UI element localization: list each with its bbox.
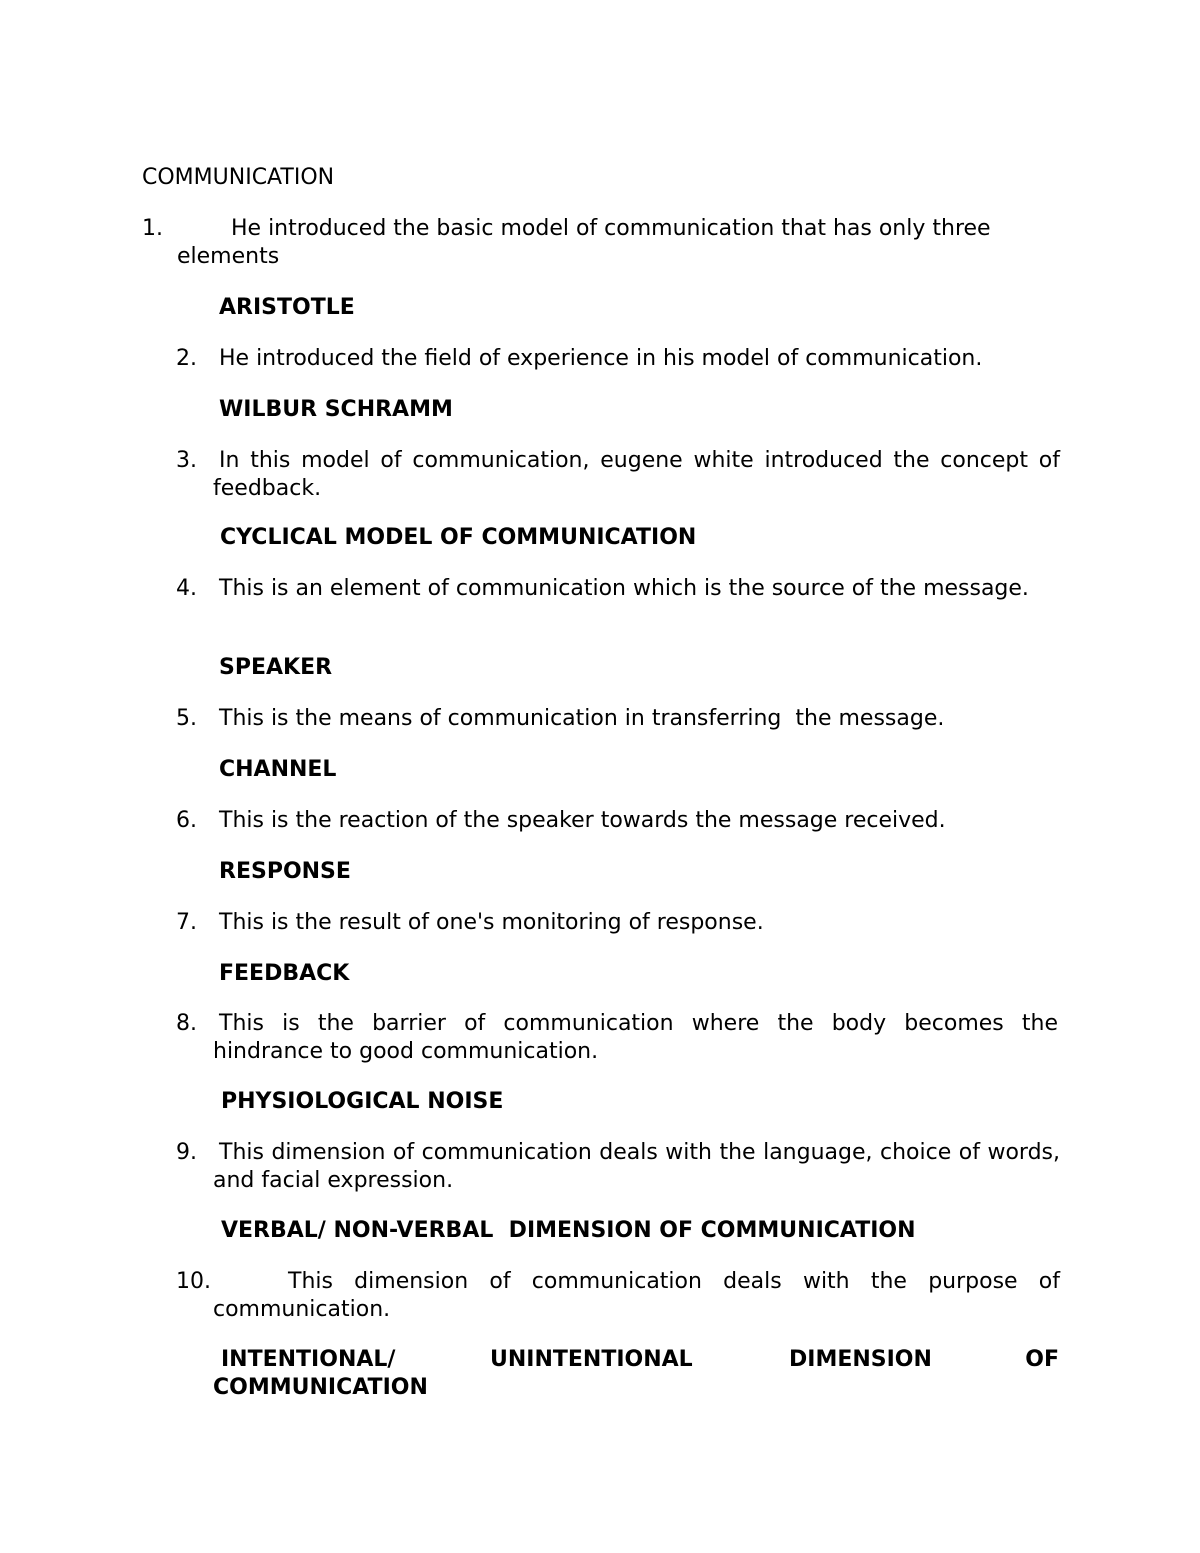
answer-word: COMMUNICATION xyxy=(213,1375,428,1400)
question-item xyxy=(176,345,1058,373)
question-number: 1. xyxy=(142,216,163,241)
question-number: 7. xyxy=(176,910,197,935)
question-number: 10. xyxy=(176,1269,211,1294)
question-number: 8. xyxy=(176,1011,197,1036)
question-item xyxy=(176,705,1058,733)
question-text: This is the barrier of communication where the body becomes the hindrance to good communication. xyxy=(213,1011,1058,1064)
question-number: 6. xyxy=(176,808,197,833)
question-item xyxy=(176,1139,1060,1195)
answer-text: CYCLICAL MODEL OF COMMUNICATION xyxy=(220,525,697,550)
question-item xyxy=(176,575,1060,631)
question-text xyxy=(177,215,1058,271)
answer-text xyxy=(213,1346,1059,1402)
answer-word: DIMENSION xyxy=(789,1347,932,1372)
question-text: This dimension of communication deals with the language, choice of words, and facial expression. xyxy=(213,1140,1060,1193)
question-item xyxy=(176,1010,1058,1066)
answer-text: VERBAL/ NON-VERBAL DIMENSION OF COMMUNICATION xyxy=(221,1218,916,1243)
question-number: 5. xyxy=(176,706,197,731)
question-text: This is the reaction of the speaker towards the message received. xyxy=(219,808,946,833)
question-text: In this model of communication, eugene white introduced the concept of feedback. xyxy=(213,448,1060,501)
answer-text: FEEDBACK xyxy=(219,961,350,986)
question-item xyxy=(142,215,1058,271)
question-text: This dimension of communication deals with the purpose of communication. xyxy=(213,1269,1060,1322)
answer-word: OF xyxy=(1025,1347,1059,1372)
answer-text: CHANNEL xyxy=(219,757,337,782)
question-text-content: He introduced the basic model of communication that has only three elements xyxy=(177,216,991,269)
question-item xyxy=(176,807,1058,835)
answer-word: UNINTENTIONAL xyxy=(490,1347,693,1372)
question-text-line xyxy=(177,216,231,241)
question-text: This is the means of communication in transferring the message. xyxy=(219,706,945,731)
question-text: He introduced the field of experience in his model of communication. xyxy=(219,346,983,371)
question-text: This is an element of communication which is the source of the message. xyxy=(219,576,1029,601)
answer-text: PHYSIOLOGICAL NOISE xyxy=(221,1089,504,1114)
answer-text: SPEAKER xyxy=(219,655,333,680)
document-title: COMMUNICATION xyxy=(142,165,335,190)
question-number: 3. xyxy=(176,448,197,473)
question-number: 9. xyxy=(176,1140,197,1165)
question-item xyxy=(176,447,1060,503)
question-item xyxy=(176,909,1058,937)
question-text: This is the result of one's monitoring of response. xyxy=(219,910,764,935)
answer-text: RESPONSE xyxy=(219,859,351,884)
question-item xyxy=(176,1268,1060,1324)
question-number: 4. xyxy=(176,576,197,601)
answer-text: ARISTOTLE xyxy=(219,295,355,320)
question-number: 2. xyxy=(176,346,197,371)
answer-word: INTENTIONAL/ xyxy=(221,1347,396,1372)
answer-text: WILBUR SCHRAMM xyxy=(219,397,453,422)
